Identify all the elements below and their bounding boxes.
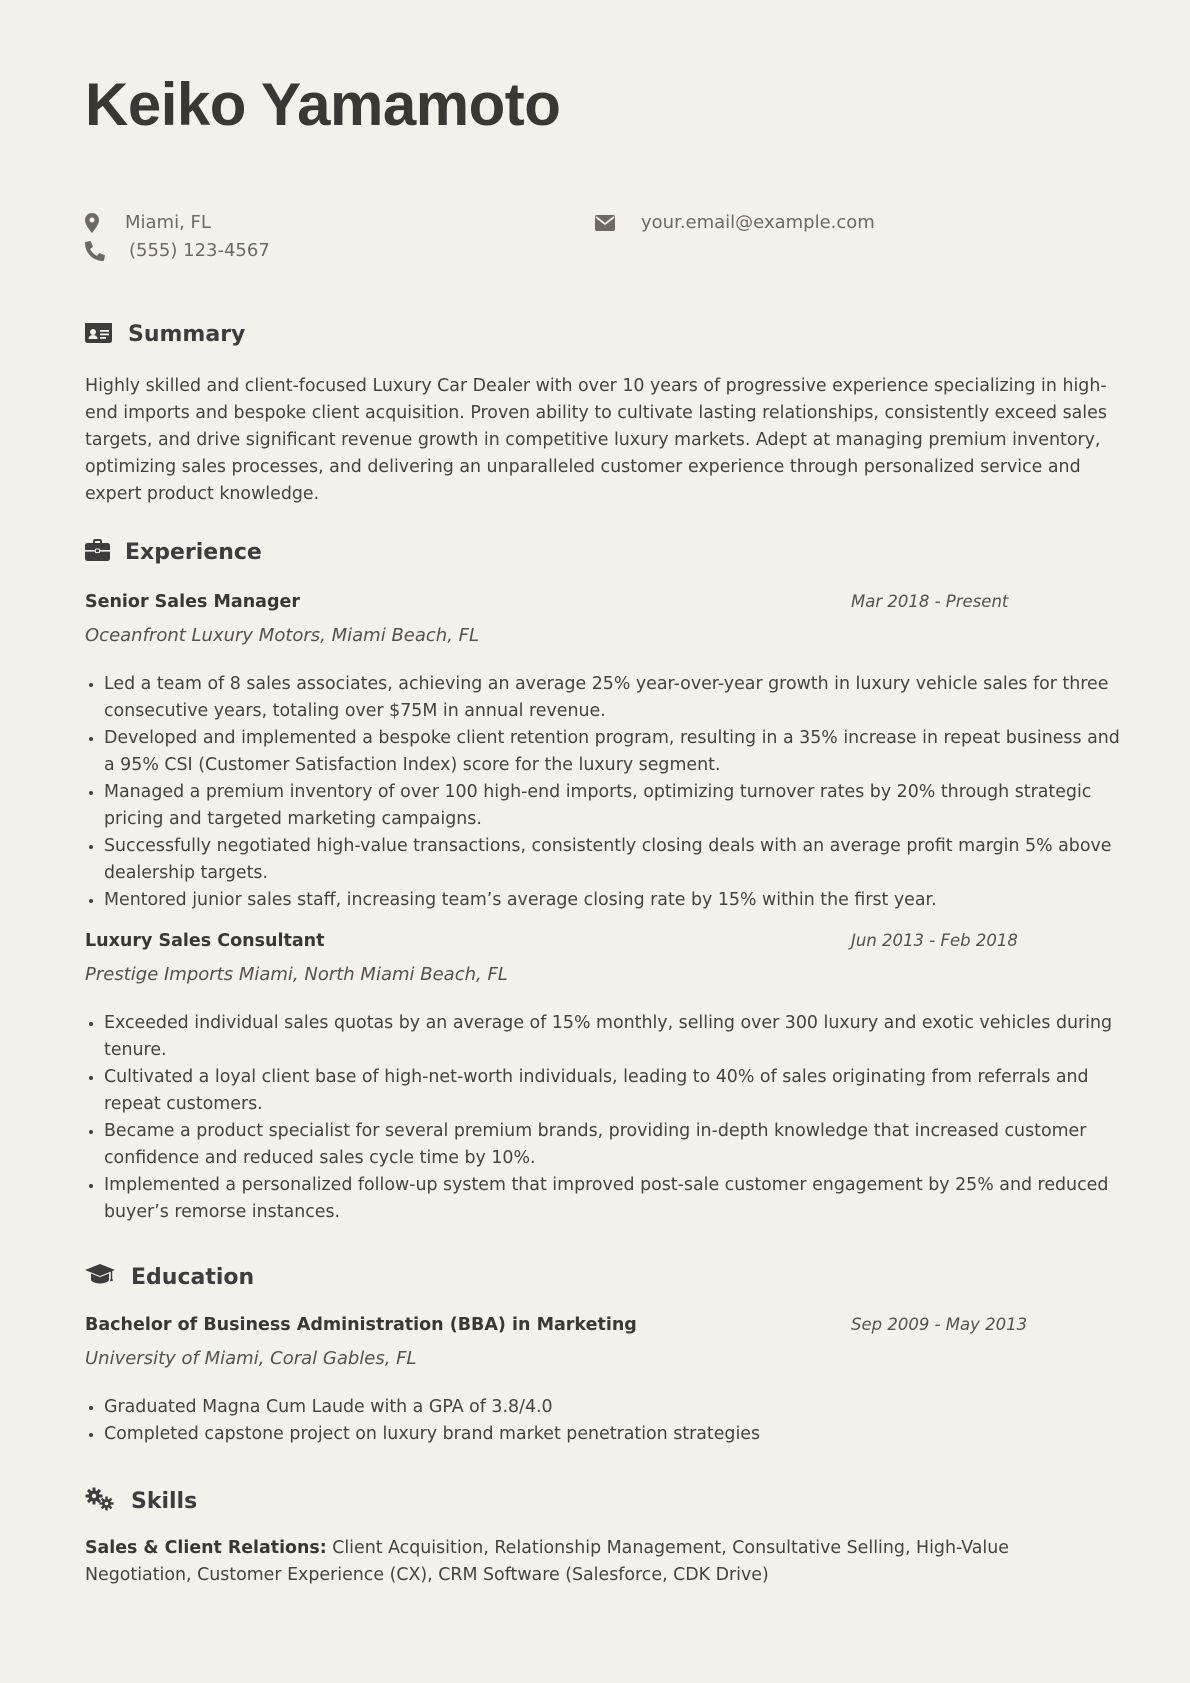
list-item: • Successfully negotiated high-value transactions, consistently closing deals with an average profit margin 5% above dealership targets. bbox=[104, 833, 1129, 887]
contact-phone bbox=[85, 240, 270, 261]
list-item: • Managed a premium inventory of over 100 high-end imports, optimizing turnover rates by 20% through strategic pricing and targeted marketing campaigns. bbox=[104, 779, 1129, 833]
location-text: Miami, FL bbox=[125, 212, 211, 233]
school-name: University of Miami, Coral Gables, FL bbox=[85, 1348, 417, 1369]
map-marker-icon bbox=[85, 213, 125, 233]
section-title: Skills bbox=[131, 1488, 198, 1514]
list-item: • Became a product specialist for several premium brands, providing in-depth knowledge that increased customer confidence and reduced sales cycle time by 10%. bbox=[104, 1118, 1129, 1172]
list-item: • Led a team of 8 sales associates, achieving an average 25% year-over-year growth in luxury vehicle sales for three consecutive years, totaling over $75M in annual revenue. bbox=[104, 671, 1129, 725]
section-title: Summary bbox=[128, 322, 246, 347]
job-date: Jun 2013 - Feb 2018 bbox=[851, 931, 1018, 950]
contact-email bbox=[595, 212, 875, 233]
job-bullets bbox=[85, 671, 1129, 914]
skills-heading bbox=[85, 1487, 197, 1515]
list-item: • Mentored junior sales staff, increasing team’s average closing rate by 15% within the first year. bbox=[104, 887, 1129, 914]
gears-icon bbox=[85, 1487, 131, 1515]
briefcase-icon bbox=[85, 539, 125, 565]
list-item: • Cultivated a loyal client base of high-net-worth individuals, leading to 40% of sales originating from referrals and repeat customers. bbox=[104, 1064, 1129, 1118]
education-heading bbox=[85, 1264, 254, 1290]
degree-title: Bachelor of Business Administration (BBA) in Marketing bbox=[85, 1315, 637, 1335]
list-item: • Exceeded individual sales quotas by an average of 15% monthly, selling over 300 luxury and exotic vehicles during tenure. bbox=[104, 1010, 1129, 1064]
id-card-icon bbox=[85, 323, 128, 347]
job-organization: Prestige Imports Miami, North Miami Beach, FL bbox=[85, 964, 508, 985]
skills-items: Client Acquisition, Relationship Management, Consultative Selling, High-Value Negotiation, Customer Experience (CX), CRM Software (Salesforce, CDK Drive) bbox=[85, 1538, 1009, 1585]
phone-icon bbox=[85, 241, 129, 261]
phone-text: (555) 123-4567 bbox=[129, 240, 270, 261]
education-bullets bbox=[85, 1394, 1129, 1448]
skills-line bbox=[85, 1535, 1110, 1589]
list-item: • Graduated Magna Cum Laude with a GPA of 3.8/4.0 bbox=[104, 1394, 1129, 1421]
list-item: • Developed and implemented a bespoke client retention program, resulting in a 35% increase in repeat business and a 95% CSI (Customer Satisfaction Index) score for the luxury segment. bbox=[104, 725, 1129, 779]
job-bullets bbox=[85, 1010, 1129, 1226]
section-title: Education bbox=[131, 1264, 255, 1290]
skills-category: Sales & Client Relations: bbox=[85, 1538, 327, 1558]
job-title: Luxury Sales Consultant bbox=[85, 931, 325, 951]
list-item: • Completed capstone project on luxury brand market penetration strategies bbox=[104, 1421, 1129, 1448]
contact-location bbox=[85, 212, 211, 233]
job-title: Senior Sales Manager bbox=[85, 592, 300, 612]
section-title: Experience bbox=[125, 539, 262, 565]
job-date: Mar 2018 - Present bbox=[851, 592, 1009, 611]
experience-heading bbox=[85, 539, 262, 565]
email-link[interactable]: your.email@example.com bbox=[641, 212, 875, 233]
summary-text: Highly skilled and client-focused Luxury Car Dealer with over 10 years of progressive experience specializing in high-end imports and bespoke client acquisition. Proven ability to cultivate lasting relationships, consistently exceed sales targets, and drive significant revenue growth in competitive luxury markets. Adept at managing premium inventory, optimizing sales processes, and delivering an unparalleled customer experience through personalized service and expert product knowledge. bbox=[85, 376, 1107, 504]
summary-heading bbox=[85, 322, 245, 347]
list-item: • Implemented a personalized follow-up system that improved post-sale customer engagement by 25% and reduced buyer’s remorse instances. bbox=[104, 1172, 1129, 1226]
education-date: Sep 2009 - May 2013 bbox=[851, 1315, 1028, 1334]
graduation-cap-icon bbox=[85, 1264, 131, 1290]
candidate-name: Keiko Yamamoto bbox=[85, 71, 561, 138]
envelope-icon bbox=[595, 215, 641, 231]
job-organization: Oceanfront Luxury Motors, Miami Beach, FL bbox=[85, 625, 480, 646]
